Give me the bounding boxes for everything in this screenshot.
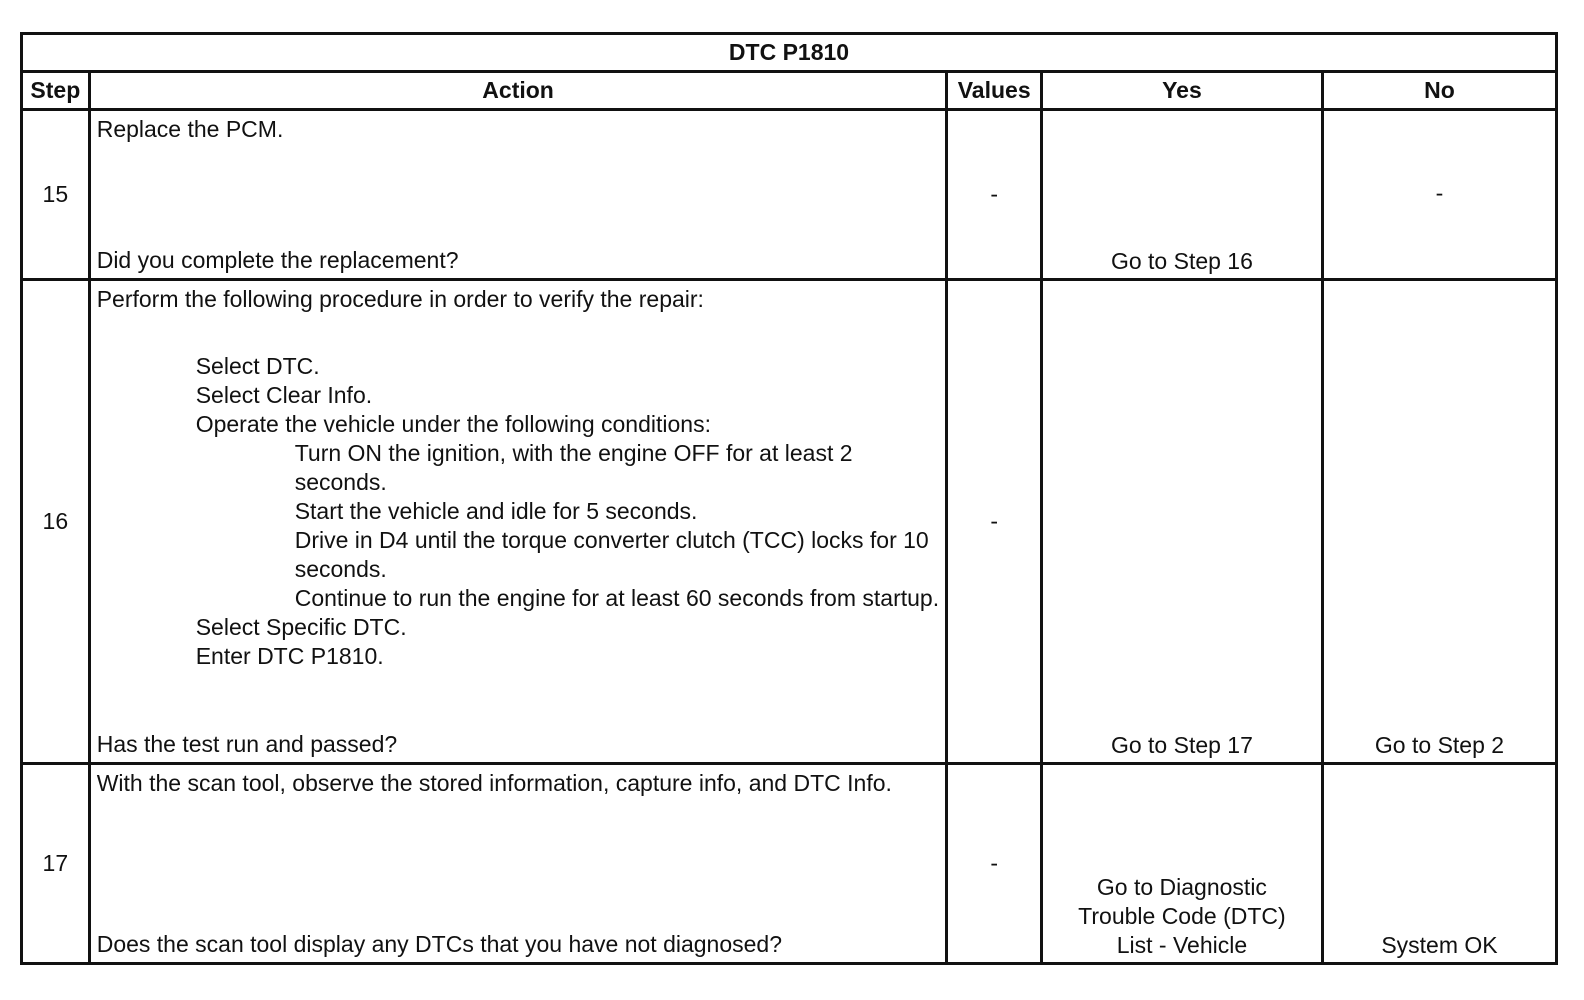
- action-intro: Perform the following procedure in order to verify the repair:: [96, 286, 704, 312]
- values-cell: -: [947, 110, 1041, 280]
- no-cell: -: [1322, 110, 1556, 280]
- yes-cell: Go to Step 17: [1041, 280, 1322, 764]
- header-values: Values: [947, 72, 1041, 110]
- header-row: [22, 72, 1557, 110]
- list-item: Operate the vehicle under the following conditions:: [195, 411, 711, 437]
- table-row: [22, 280, 1557, 764]
- sub-list-item: Turn ON the ignition, with the engine OFF for at least 2 seconds.: [294, 440, 853, 495]
- sub-list-item: Continue to run the engine for at least 60 seconds from startup.: [294, 585, 940, 611]
- action-cell: [89, 280, 947, 764]
- action-question: Did you complete the replacement?: [96, 247, 459, 273]
- values-cell: -: [947, 764, 1041, 964]
- title-row: [22, 34, 1557, 72]
- list-item: Select DTC.: [195, 353, 320, 379]
- values-cell: -: [947, 280, 1041, 764]
- list-item: Enter DTC P1810.: [195, 643, 384, 669]
- header-no: No: [1322, 72, 1556, 110]
- no-cell: Go to Step 2: [1322, 280, 1556, 764]
- table-row: [22, 110, 1557, 280]
- header-step: Step: [22, 72, 90, 110]
- sub-list-item: Start the vehicle and idle for 5 seconds.: [294, 498, 698, 524]
- header-yes: Yes: [1041, 72, 1322, 110]
- sub-list-item: Drive in D4 until the torque converter clutch (TCC) locks for 10 seconds.: [294, 527, 929, 582]
- header-action: Action: [89, 72, 947, 110]
- action-cell: [89, 110, 947, 280]
- procedure-list: [97, 352, 940, 671]
- list-item: Select Clear Info.: [195, 382, 373, 408]
- action-intro: With the scan tool, observe the stored information, capture info, and DTC Info.: [96, 770, 892, 796]
- yes-cell: Go to Step 16: [1041, 110, 1322, 280]
- dtc-table: [20, 32, 1558, 965]
- step-number: 15: [22, 110, 90, 280]
- no-cell: System OK: [1322, 764, 1556, 964]
- action-intro: Replace the PCM.: [96, 116, 284, 142]
- action-question: Has the test run and passed?: [96, 731, 398, 757]
- action-question: Does the scan tool display any DTCs that you have not diagnosed?: [96, 931, 783, 957]
- table-row: [22, 764, 1557, 964]
- yes-cell: Go to Diagnostic Trouble Code (DTC) List - Vehicle: [1041, 764, 1322, 964]
- list-item: Select Specific DTC.: [195, 614, 407, 640]
- step-number: 16: [22, 280, 90, 764]
- step-number: 17: [22, 764, 90, 964]
- action-cell: [89, 764, 947, 964]
- table-title: DTC P1810: [22, 34, 1557, 72]
